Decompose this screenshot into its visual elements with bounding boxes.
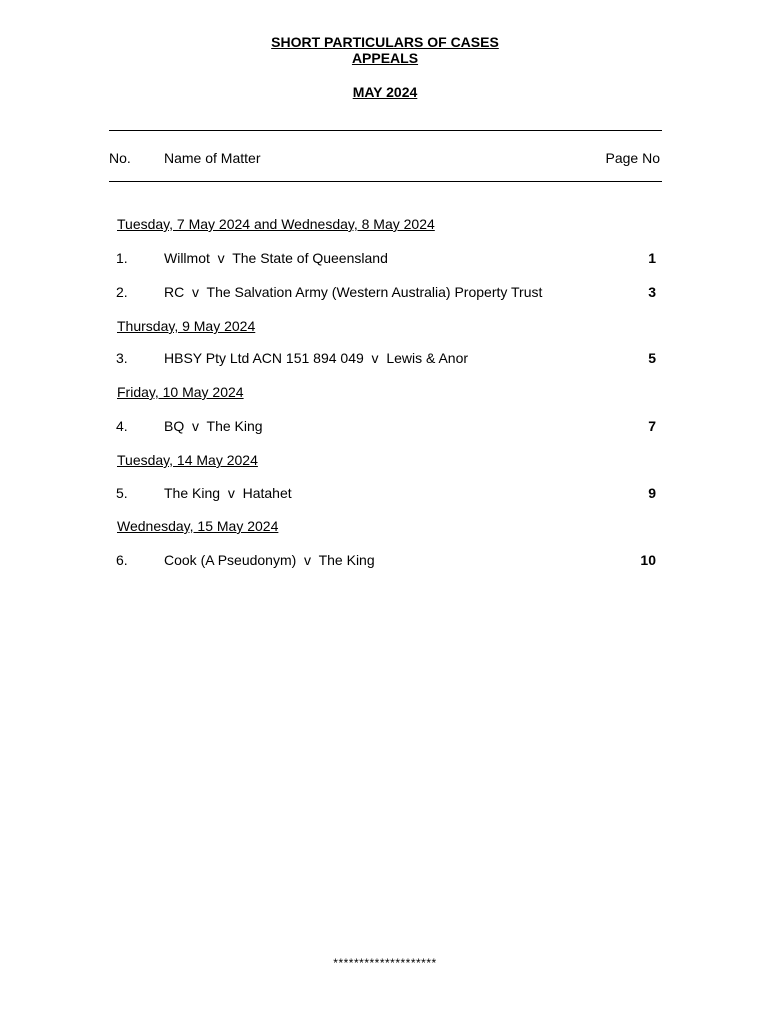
item-page: 9 (648, 485, 656, 501)
item-page: 5 (648, 350, 656, 366)
title-line-1: SHORT PARTICULARS OF CASES (271, 34, 499, 50)
item-number: 4. (116, 418, 128, 434)
item-number: 6. (116, 552, 128, 568)
item-page: 3 (648, 284, 656, 300)
list-item (0, 250, 770, 268)
item-matter: The King v Hatahet (164, 485, 292, 501)
date-heading: Tuesday, 7 May 2024 and Wednesday, 8 May 2024 (117, 216, 435, 232)
header-rule-top (109, 130, 662, 131)
item-matter: HBSY Pty Ltd ACN 151 894 049 v Lewis & Anor (164, 350, 469, 366)
item-page: 1 (648, 250, 656, 266)
date-heading: Thursday, 9 May 2024 (117, 318, 256, 334)
item-number: 3. (116, 350, 128, 366)
document-month (0, 84, 770, 100)
list-item (0, 552, 770, 570)
date-heading: Friday, 10 May 2024 (117, 384, 244, 400)
list-item (0, 485, 770, 503)
list-item (0, 284, 770, 302)
item-number: 5. (116, 485, 128, 501)
item-page: 7 (648, 418, 656, 434)
item-number: 2. (116, 284, 128, 300)
item-matter: Willmot v The State of Queensland (164, 250, 388, 266)
list-item (0, 418, 770, 436)
item-number: 1. (116, 250, 128, 266)
header-page-no: Page No (605, 150, 660, 166)
item-matter: RC v The Salvation Army (Western Australia) Property Trust (164, 284, 543, 300)
document-title (0, 34, 770, 50)
list-item (0, 350, 770, 368)
header-no: No. (109, 150, 131, 166)
footer-asterisks: ******************** (333, 956, 437, 970)
header-rule-bottom (109, 181, 662, 182)
title-line-3: MAY 2024 (352, 84, 418, 100)
item-page: 10 (640, 552, 656, 568)
title-line-2: APPEALS (351, 50, 419, 66)
document-subtitle (0, 50, 770, 66)
item-matter: BQ v The King (164, 418, 263, 434)
header-name-of-matter: Name of Matter (164, 150, 261, 166)
date-heading: Wednesday, 15 May 2024 (117, 518, 279, 534)
date-heading: Tuesday, 14 May 2024 (117, 452, 258, 468)
item-matter: Cook (A Pseudonym) v The King (164, 552, 375, 568)
